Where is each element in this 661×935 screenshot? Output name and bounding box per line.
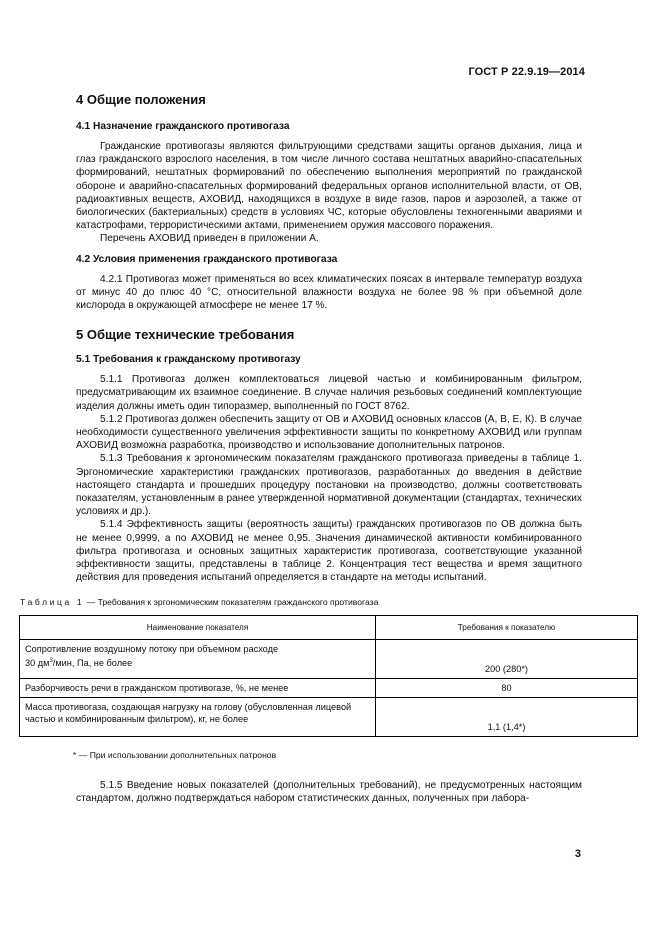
subsection-4-2-title: 4.2 Условия применения гражданского противогаза bbox=[76, 253, 338, 265]
ergonomic-requirements-table bbox=[19, 615, 638, 737]
paragraph: 5.1.3 Требования к эргономическим показателям гражданского противогаза приведены в таблице 1. Эргономические характеристики гражданских противогазов, разработанных до введения в действие настоящего стандарта и прошедших процедуру постановки на производство, должны соответствовать показателям, установленным в ранее утвержденной нормативной документации (стандартах, технических условиях и др.). bbox=[76, 453, 582, 518]
table-footnote: * — При использовании дополнительных патронов bbox=[73, 750, 277, 761]
paragraph: 5.1.2 Противогаз должен обеспечить защиту от ОВ и АХОВИД основных классов (А, В, Е, К). В случае необходимости существенного увеличения эффективности защиты по конкретному АХОВИД или группам АХОВИД возможна разработка, производство и использование дополнительных патронов. bbox=[76, 413, 582, 452]
column-header-name: Наименование показателя bbox=[20, 616, 376, 640]
paragraph: 5.1.5 Введение новых показателей (дополнительных требований), не предусмотренных настоящим стандартом, должно подтверждаться набором статистических данных, полученных при лабора- bbox=[76, 779, 582, 804]
column-header-requirement: Требования к показателю bbox=[376, 616, 638, 640]
document-code: ГОСТ Р 22.9.19—2014 bbox=[468, 66, 585, 78]
table-caption-label: Таблица 1 bbox=[20, 597, 85, 608]
table-cell-name: Сопротивление воздушному потоку при объемном расходе 30 $дм^3$/мин, Па, не более bbox=[20, 640, 376, 679]
table-row bbox=[20, 698, 638, 737]
paragraph: 4.2.1 Противогаз может применяться во всех климатических поясах в интервале температур воздуха от минус 40 до плюс 40 °С, относительной влажности воздуха не более 98 % при объемной доле кислорода в окружающей атмосфере не менее 17 %. bbox=[76, 273, 582, 312]
table-row bbox=[20, 640, 638, 679]
table-header-row bbox=[20, 616, 638, 640]
subsection-5-1-title: 5.1 Требования к гражданскому противогазу bbox=[76, 354, 301, 366]
section-5-title: 5 Общие технические требования bbox=[76, 327, 295, 343]
table-cell-value: 1,1 (1,4*) bbox=[376, 698, 638, 737]
table-cell-value: 80 bbox=[376, 679, 638, 698]
paragraph: 5.1.4 Эффективность защиты (вероятность защиты) гражданских противогазов по ОВ должна быть не менее 0,9999, а по АХОВИД не менее 0,95. Значения динамической активности комбинированного фильтра противогаза и основных защитных характеристик противогаза, соответствующие указанной эффективности защиты, представлены в таблице 2. Концентрация тест вещества и время защитного действия для проведения испытаний определяется в стандарте на методы испытаний. bbox=[76, 519, 582, 584]
paragraph: Гражданские противогазы являются фильтрующими средствами защиты органов дыхания, лица и глаз гражданского взрослого населения, в том числе личного состава нештатных аварийно-спасательных формирований, нештатных формирований по обеспечению выполнения мероприятий по гражданской обороне и аварийно-спасательных формирований федеральных органов исполнительной власти, от ОВ, радиоактивных веществ, АХОВИД, находящихся в воздухе в виде газов, паров и аэрозолей, а также от биологических (бактериальных) средств в условиях ЧС, которые обусловлены техногенными авариями и катастрофами, террористическими актами, применением оружия массового поражения. bbox=[76, 141, 582, 232]
paragraph: Перечень АХОВИД приведен в приложении А. bbox=[100, 233, 319, 245]
table-cell-value: 200 (280*) bbox=[376, 640, 638, 679]
table-row bbox=[20, 679, 638, 698]
subsection-4-1-title: 4.1 Назначение гражданского противогаза bbox=[76, 121, 290, 132]
section-4-title: 4 Общие положения bbox=[76, 92, 206, 107]
page-content bbox=[20, 92, 582, 805]
table-caption-text: — Требования к эргономическим показателям гражданского противогаза bbox=[84, 597, 379, 608]
table-cell-name: Масса противогаза, создающая нагрузку на голову (обусловленная лицевой частью и комбинированным фильтром), кг, не более bbox=[20, 698, 376, 737]
paragraph: 5.1.1 Противогаз должен комплектоваться лицевой частью и комбинированным фильтром, предусматривающим их взаимное соединение. В случае наличия резьбовых соединений комплектующие изделия должны иметь один типоразмер, выполненный по ГОСТ 8762. bbox=[76, 374, 582, 412]
page-number: 3 bbox=[574, 848, 581, 860]
table-cell-name: Разборчивость речи в гражданском противогазе, %, не менее bbox=[20, 679, 376, 698]
table-caption bbox=[20, 597, 582, 608]
